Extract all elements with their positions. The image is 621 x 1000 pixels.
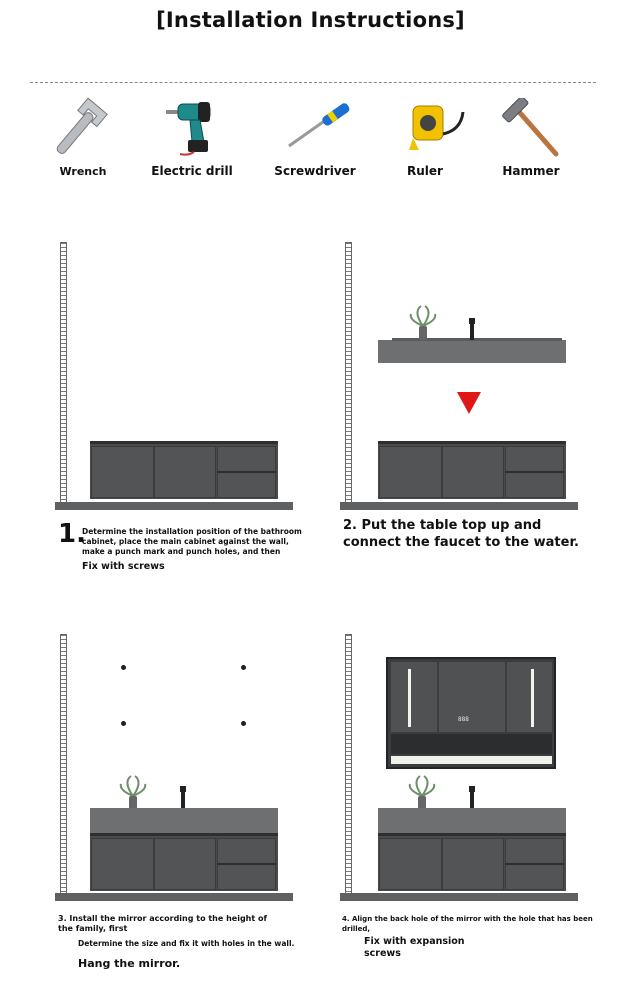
drill-mark-bottom-left	[121, 721, 126, 726]
tool-label-ruler: Ruler	[407, 164, 443, 178]
tool-label-electric-drill: Electric drill	[151, 164, 233, 178]
step1-subtext: Fix with screws	[82, 561, 165, 572]
wall-step2	[345, 242, 352, 504]
hammer-icon	[500, 98, 562, 160]
arrow-down-icon	[456, 390, 482, 416]
faucet-icon	[466, 318, 478, 342]
step4-description: 4. Align the back hole of the mirror with the hole that has been drilled,	[342, 915, 593, 933]
step3-subtext: Determine the size and fix it with holes in the wall.	[78, 939, 295, 948]
plant-icon	[118, 772, 148, 812]
wall-step3	[60, 634, 67, 896]
step2-description: 2. Put the table top up and connect the faucet to the water.	[343, 518, 579, 550]
floor-step4	[340, 893, 578, 901]
drill-mark-top-right	[241, 665, 246, 670]
floor-step3	[55, 893, 293, 901]
vanity-top-step3	[90, 808, 278, 833]
floor-step2	[340, 502, 578, 510]
cabinet-step2	[378, 441, 566, 499]
tape-measure-icon	[405, 100, 465, 155]
mirror-display: 888	[458, 716, 469, 723]
plant-icon	[408, 302, 438, 342]
wrench-icon	[45, 96, 115, 161]
tool-label-wrench: Wrench	[59, 165, 107, 178]
page-title: [Installation Instructions]	[156, 8, 465, 32]
section-divider	[30, 82, 596, 83]
cabinet-step4	[378, 833, 566, 891]
step4-subtext: Fix with expansion screws	[364, 936, 465, 959]
step3-description: 3. Install the mirror according to the height of the family, first	[58, 914, 267, 933]
tool-label-screwdriver: Screwdriver	[274, 164, 356, 178]
faucet-icon	[466, 786, 478, 810]
mirror-cabinet	[386, 657, 556, 769]
floor-step1	[55, 502, 293, 510]
cabinet-step1	[90, 441, 278, 499]
vanity-top-step4	[378, 808, 566, 833]
tool-label-hammer: Hammer	[502, 164, 560, 178]
wall-step4	[345, 634, 352, 896]
drill-mark-top-left	[121, 665, 126, 670]
cabinet-step3	[90, 833, 278, 891]
electric-drill-icon	[160, 96, 230, 158]
drill-mark-bottom-right	[241, 721, 246, 726]
step1-number: 1.	[58, 519, 86, 549]
wall-step1	[60, 242, 67, 504]
faucet-icon	[177, 786, 189, 810]
step3-action: Hang the mirror.	[78, 957, 181, 970]
screwdriver-icon	[285, 100, 355, 150]
plant-icon	[407, 772, 437, 812]
table-top	[378, 340, 566, 363]
step1-description: Determine the installation position of the bathroom cabinet, place the main cabinet against the wall, make a punch mark and punch holes, and then	[82, 527, 302, 556]
